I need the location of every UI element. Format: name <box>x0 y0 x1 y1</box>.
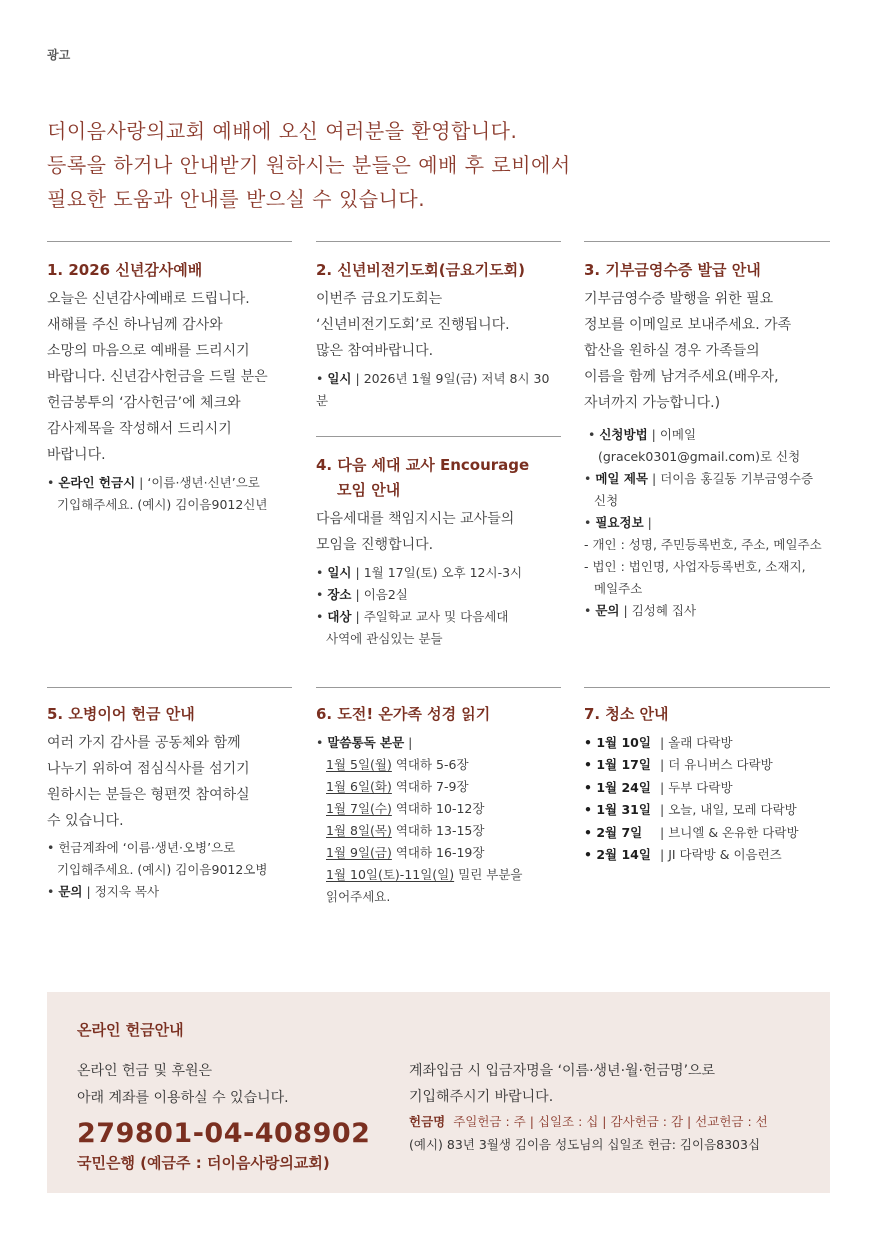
box-text: 아래 계좌를 이용하실 수 있습니다. <box>77 1090 289 1106</box>
divider <box>47 241 292 242</box>
reading-row <box>316 842 561 864</box>
body-line: 여러 가지 감사를 공동체와 함께 <box>47 735 241 751</box>
box-text: 계좌입금 시 입금자명을 ‘이름·생년·월·헌금명’으로 <box>409 1063 716 1079</box>
item-key: 문의 <box>58 884 83 899</box>
reading-date: 1월 7일(수) <box>326 801 392 816</box>
body-line: 소망의 마음으로 예배를 드리시기 <box>47 343 250 359</box>
item-value: 1월 17일(토) 오후 12시-3시 <box>363 565 523 580</box>
item-value: 더이음 홍길동 기부금영수증 <box>660 471 814 486</box>
target-item: • 대상 | 주일학교 교사 및 다음세대 <box>316 609 509 624</box>
schedule-item: • 일시 | 1월 17일(토) 오후 12시-3시 <box>316 565 523 580</box>
body-line: 모임을 진행합니다. <box>316 537 434 553</box>
body-line: 원하시는 분들은 형편껏 참여하실 <box>47 787 250 803</box>
welcome-message <box>47 114 827 216</box>
reading-range: 역대하 13-15장 <box>395 823 485 838</box>
item-value: 헌금계좌에 ‘이름·생년·오병’으로 <box>58 840 236 855</box>
reading-range: 역대하 10-12장 <box>395 801 485 816</box>
cleaning-row: • 1월 10일 | 올래 다락방 <box>584 735 733 750</box>
reading-date: 1월 6일(화) <box>326 779 392 794</box>
section-title: 3. 기부금영수증 발급 안내 <box>584 261 761 279</box>
section-title: 2. 신년비전기도회(금요기도회) <box>316 261 525 279</box>
apply-method: • 신청방법 | 이메일 <box>588 427 697 442</box>
account-note-cont: 기입해주세요. (예시) 김이음9012오병 <box>57 862 268 877</box>
body-line: 수 있습니다. <box>47 813 124 829</box>
body-line: 기부금영수증 발행을 위한 필요 <box>584 291 774 307</box>
box-right <box>409 1058 819 1156</box>
body-line: ‘신년비전기도회’로 진행됩니다. <box>316 317 510 333</box>
account-note: • 헌금계좌에 ‘이름·생년·오병’으로 <box>47 840 236 855</box>
reading-date: 1월 9일(금) <box>326 845 392 860</box>
cleaning-row: • 2월 14일 | JI 다락방 & 이음런즈 <box>584 847 782 863</box>
item-value: ‘이름·생년·신년’으로 <box>147 475 260 490</box>
reading-range: 역대하 7-9장 <box>395 779 469 794</box>
intro-line: 필요한 도움과 안내를 받으실 수 있습니다. <box>47 187 426 211</box>
online-offering-note: • 온라인 헌금시 | ‘이름·생년·신년’으로 <box>47 475 260 490</box>
item-key: 문의 <box>595 603 620 618</box>
cleaning-date: 2월 14일 <box>596 847 651 863</box>
box-left <box>77 1058 387 1174</box>
body-line: 자녀까지 가능합니다.) <box>584 395 721 411</box>
cleaning-date: 1월 31일 <box>596 802 651 818</box>
codes-value: 주일헌금 : 주 | 십일조 : 십 | 감사헌금 : 감 | 선교헌금 : 선 <box>453 1114 768 1129</box>
section-title: 1. 2026 신년감사예배 <box>47 261 203 279</box>
item-key: 일시 <box>327 371 352 386</box>
body-line: 다음세대를 책임지시는 교사들의 <box>316 511 515 527</box>
cleaning-group: 더 유니버스 다락방 <box>668 757 773 773</box>
reading-row <box>316 820 561 842</box>
section-6 <box>316 687 561 908</box>
divider <box>316 436 561 437</box>
codes-key: 헌금명 <box>409 1114 446 1129</box>
divider <box>47 687 292 688</box>
cleaning-row: • 1월 24일 | 두부 다락방 <box>584 779 733 795</box>
body-line: 바랍니다. <box>47 447 106 463</box>
section-body <box>47 730 292 834</box>
section-body <box>584 286 830 416</box>
body-line: 정보를 이메일로 보내주세요. 가족 <box>584 317 792 333</box>
section-body <box>47 286 292 468</box>
reading-date: 1월 10일(토)-11일(일) <box>326 867 455 882</box>
cleaning-date: 1월 24일 <box>596 779 651 795</box>
body-line: 나누기 위하여 점심식사를 섬기기 <box>47 761 250 777</box>
item-value: 김성혜 집사 <box>631 603 697 618</box>
reading-row <box>316 864 561 886</box>
reading-row <box>316 776 561 798</box>
required-corporate: - 법인 : 법인명, 사업자등록번호, 소재지, <box>584 559 806 574</box>
location-item: • 장소 | 이음2실 <box>316 587 408 602</box>
online-offering-note-cont: 기입해주세요. (예시) 김이음9012신년 <box>57 497 268 512</box>
cleaning-group: JI 다락방 & 이음런즈 <box>668 847 782 863</box>
divider <box>316 687 561 688</box>
offering-example: (예시) 83년 3월생 김이음 성도님의 십일조 헌금: 김이음8303십 <box>409 1137 761 1152</box>
ad-label: 광고 <box>47 48 71 62</box>
section-4 <box>316 436 561 650</box>
mail-subject-cont: 신청 <box>594 493 619 508</box>
item-value: 이메일 <box>659 427 697 442</box>
section-title: 6. 도전! 온가족 성경 읽기 <box>316 705 491 723</box>
required-personal: - 개인 : 성명, 주민등록번호, 주소, 메일주소 <box>584 537 822 552</box>
apply-email: (gracek0301@gmail.com)로 신청 <box>598 449 801 464</box>
body-line: 헌금봉투의 ‘감사헌금’에 체크와 <box>47 395 241 411</box>
item-value: 2026년 1월 9일(금) 저녁 8시 30분 <box>316 371 550 408</box>
item-value: 이음2실 <box>363 587 408 602</box>
item-key: 메일 제목 <box>595 471 649 486</box>
cleaning-date: 2월 7일 <box>596 824 643 840</box>
reading-date: 1월 8일(목) <box>326 823 392 838</box>
section-title: 5. 오병이어 헌금 안내 <box>47 705 195 723</box>
required-info: • 필요정보 | <box>584 515 652 530</box>
divider <box>316 241 561 242</box>
cleaning-row: • 2월 7일 | 브니엘 & 온유한 다락방 <box>584 824 799 840</box>
cleaning-row: • 1월 31일 | 오늘, 내일, 모레 다락방 <box>584 802 797 818</box>
reading-range: 역대하 16-19장 <box>395 845 485 860</box>
required-corporate-cont: 메일주소 <box>594 581 643 596</box>
item-key: 신청방법 <box>599 427 648 442</box>
item-key: 온라인 헌금시 <box>58 475 136 490</box>
reading-row <box>316 754 561 776</box>
box-title: 온라인 헌금안내 <box>77 1021 184 1039</box>
body-line: 이번주 금요기도회는 <box>316 291 443 307</box>
section-body <box>316 506 561 558</box>
online-offering-box <box>47 992 830 1193</box>
box-text: 기입해주시기 바랍니다. <box>409 1089 554 1105</box>
reading-date: 1월 5일(월) <box>326 757 392 772</box>
cleaning-group: 오늘, 내일, 모레 다락방 <box>668 802 797 818</box>
body-line: 오늘은 신년감사예배로 드립니다. <box>47 291 250 307</box>
item-value: 정지욱 목사 <box>94 884 160 899</box>
cleaning-group: 브니엘 & 온유한 다락방 <box>668 824 799 840</box>
schedule-item: • 일시 | 2026년 1월 9일(금) 저녁 8시 30분 <box>316 371 550 408</box>
section-3 <box>584 241 830 622</box>
section-title-cont: 모임 안내 <box>337 481 401 499</box>
reading-key: • 말씀통독 본문 | <box>316 735 413 750</box>
section-7 <box>584 687 830 866</box>
reading-row <box>316 798 561 820</box>
item-key: 필요정보 <box>595 515 644 530</box>
item-value: 주일학교 교사 및 다음세대 <box>363 609 509 624</box>
body-line: 합산을 원하실 경우 가족들의 <box>584 343 760 359</box>
section-1 <box>47 241 292 516</box>
section-2 <box>316 241 561 412</box>
reading-range: 밀린 부분을 <box>458 867 523 882</box>
inquiry: • 문의 | 김성혜 집사 <box>584 603 697 618</box>
box-text: 온라인 헌금 및 후원은 <box>77 1063 213 1079</box>
body-line: 새해를 주신 하나님께 감사와 <box>47 317 223 333</box>
section-body <box>316 286 561 364</box>
item-key: 장소 <box>327 587 352 602</box>
item-key: 대상 <box>327 609 352 624</box>
target-item-cont: 사역에 관심있는 분들 <box>326 631 443 646</box>
section-title: 7. 청소 안내 <box>584 705 669 723</box>
inquiry: • 문의 | 정지욱 목사 <box>47 884 160 899</box>
cleaning-date: 1월 17일 <box>596 757 651 773</box>
intro-line: 더이음사랑의교회 예배에 오신 여러분을 환영합니다. <box>47 119 518 143</box>
divider <box>584 241 830 242</box>
section-5 <box>47 687 292 903</box>
mail-subject: • 메일 제목 | 더이음 홍길동 기부금영수증 <box>584 471 814 486</box>
cleaning-group: 두부 다락방 <box>668 779 733 795</box>
section-title: 4. 다음 세대 교사 Encourage <box>316 456 530 474</box>
body-line: 바랍니다. 신년감사헌금을 드릴 분은 <box>47 369 268 385</box>
intro-line: 등록을 하거나 안내받기 원하시는 분들은 예배 후 로비에서 <box>47 153 571 177</box>
item-key: 일시 <box>327 565 352 580</box>
body-line: 이름을 함께 남겨주세요(배우자, <box>584 369 779 385</box>
body-line: 감사제목을 작성해서 드리시기 <box>47 421 232 437</box>
cleaning-list <box>584 732 830 866</box>
reading-range: 역대하 5-6장 <box>395 757 469 772</box>
reading-tail: 읽어주세요. <box>326 889 391 904</box>
bank-name: 국민은행 (예금주 : 더이음사랑의교회) <box>77 1154 330 1172</box>
offering-codes <box>409 1110 819 1134</box>
body-line: 많은 참여바랍니다. <box>316 343 434 359</box>
cleaning-date: 1월 10일 <box>596 735 651 750</box>
cleaning-group: 올래 다락방 <box>668 735 733 750</box>
cleaning-row: • 1월 17일 | 더 유니버스 다락방 <box>584 757 773 773</box>
account-number: 279801-04-408902 <box>77 1118 371 1149</box>
item-key: 말씀통독 본문 <box>327 735 405 750</box>
divider <box>584 687 830 688</box>
